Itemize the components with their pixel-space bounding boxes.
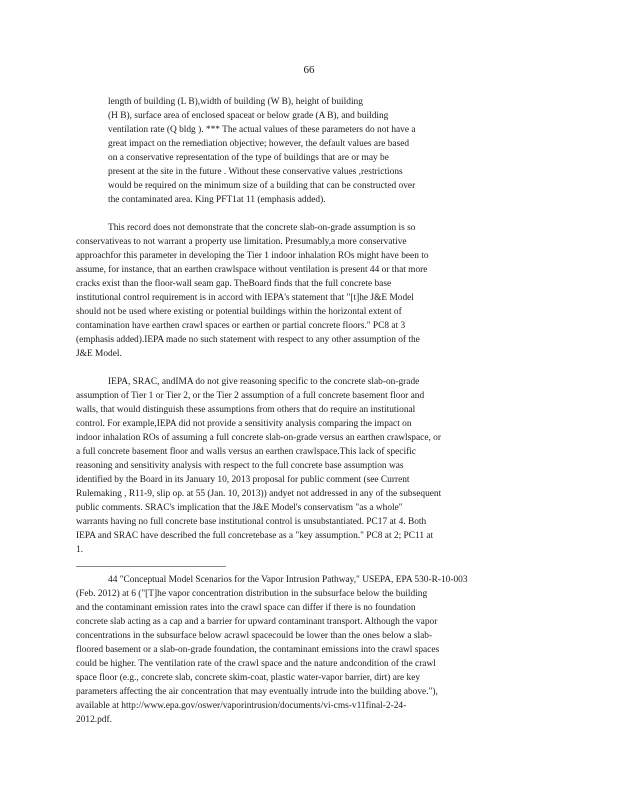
footnote-divider — [76, 566, 226, 567]
paragraph-line: Rulemaking , R11-9, slip op. at 55 (Jan. 10, 2013)) andyet not addressed in any of the subsequent — [76, 489, 442, 499]
footnote-line: concrete slab acting as a cap and a barrier for upward contaminant transport. Although the vapor — [76, 617, 438, 627]
paragraph-line: walls, that would distinguish these assumptions from others that do require an institutional — [76, 405, 416, 415]
paragraph-line: a full concrete basement floor and walls versus an earthen crawlspace.This lack of specific — [76, 447, 416, 457]
footnote-line: floored basement or a slab-on-grade foundation, the contaminant emissions into the crawl spaces — [76, 645, 440, 655]
block-quote-line: would be required on the minimum size of a building that can be constructed over — [108, 181, 416, 191]
paragraph-line: J&E Model. — [76, 349, 122, 359]
block-quote-line: ventilation rate (Q bldg ). *** The actual values of these parameters do not have a — [108, 125, 416, 135]
footnote-line: space floor (e.g., concrete slab, concrete skim-coat, plastic water-vapor barrier, dirt) are key — [76, 673, 421, 683]
paragraph-line: IEPA and SRAC have described the full concretebase as a "key assumption." PC8 at 2; PC11 at — [76, 531, 434, 541]
footnote-line: 44 "Conceptual Model Scenarios for the Vapor Intrusion Pathway," USEPA, EPA 530-R-10-003 — [108, 575, 468, 585]
block-quote-line: length of building (L B),width of building (W B), height of building — [108, 97, 363, 107]
footnote-line: 2012.pdf. — [76, 715, 112, 725]
paragraph-line: This record does not demonstrate that the concrete slab-on-grade assumption is so — [108, 223, 416, 233]
paragraph-line: assume, for instance, that an earthen crawlspace without ventilation is present 44 or that more — [76, 265, 428, 275]
paragraph-line: warrants having no full concrete base institutional control is unsubstantiated. PC17 at 4. Both — [76, 517, 427, 527]
footnote-line: available at http://www.epa.gov/oswer/vaporintrusion/documents/vi-cms-v11final-2-24- — [76, 701, 407, 711]
paragraph-line: contamination have earthen crawl spaces or earthen or partial concrete floors." PC8 at 3 — [76, 321, 406, 331]
paragraph-line: IEPA, SRAC, andIMA do not give reasoning specific to the concrete slab-on-grade — [108, 377, 420, 387]
block-quote-line: present at the site in the future . Without these conservative values ,restrictions — [108, 167, 403, 177]
footnote-line: parameters affecting the air concentration that may eventually intrude into the building above."), — [76, 687, 438, 697]
block-quote-line: great impact on the remediation objective; however, the default values are based — [108, 139, 410, 149]
footnote-line: concentrations in the subsurface below acrawl spacecould be lower than the ones below a slab- — [76, 631, 433, 641]
footnote-line: (Feb. 2012) at 6 ("[T]he vapor concentration distribution in the subsurface below the building — [76, 589, 428, 599]
block-quote-line: the contaminated area. King PFT1at 11 (emphasis added). — [108, 195, 326, 205]
paragraph-line: reasoning and sensitivity analysis with respect to the full concrete base assumption was — [76, 461, 404, 471]
paragraph-line: public comments. SRAC's implication that the J&E Model's conservatism "as a whole" — [76, 503, 403, 513]
paragraph-line: assumption of Tier 1 or Tier 2, or the Tier 2 assumption of a full concrete basement floor and — [76, 391, 425, 401]
paragraph-line: should not be used where existing or potential buildings within the horizontal extent of — [76, 307, 402, 317]
paragraph-line: conservativeas to not warrant a property use limitation. Presumably,a more conservative — [76, 237, 407, 247]
footnote-line: could be higher. The ventilation rate of the crawl space and the nature andcondition of the crawl — [76, 659, 436, 669]
paragraph-line: control. For example,IEPA did not provide a sensitivity analysis comparing the impact on — [76, 419, 412, 429]
paragraph-line: (emphasis added).IEPA made no such statement with respect to any other assumption of the — [76, 335, 420, 345]
paragraph-line: institutional control requirement is in accord with IEPA's statement that "[t]he J&E Model — [76, 293, 414, 303]
footnote-line: and the contaminant emission rates into the crawl space can differ if there is no foundation — [76, 603, 416, 613]
paragraph-line: 1. — [76, 545, 84, 555]
page-number: 66 — [303, 64, 315, 76]
block-quote-line: (H B), surface area of enclosed spaceat or below grade (A B), and building — [108, 111, 389, 121]
paragraph-line: cracks exist than the floor-wall seam gap. TheBoard finds that the full concrete base — [76, 279, 392, 289]
paragraph-line: identified by the Board in its January 10, 2013 proposal for public comment (see Current — [76, 475, 410, 485]
paragraph-line: indoor inhalation ROs of assuming a full concrete slab-on-grade versus an earthen crawlspace, or — [76, 433, 441, 443]
paragraph-line: approachfor this parameter in developing the Tier 1 indoor inhalation ROs might have been to — [76, 251, 429, 261]
block-quote-line: on a conservative representation of the type of buildings that are or may be — [108, 153, 389, 163]
